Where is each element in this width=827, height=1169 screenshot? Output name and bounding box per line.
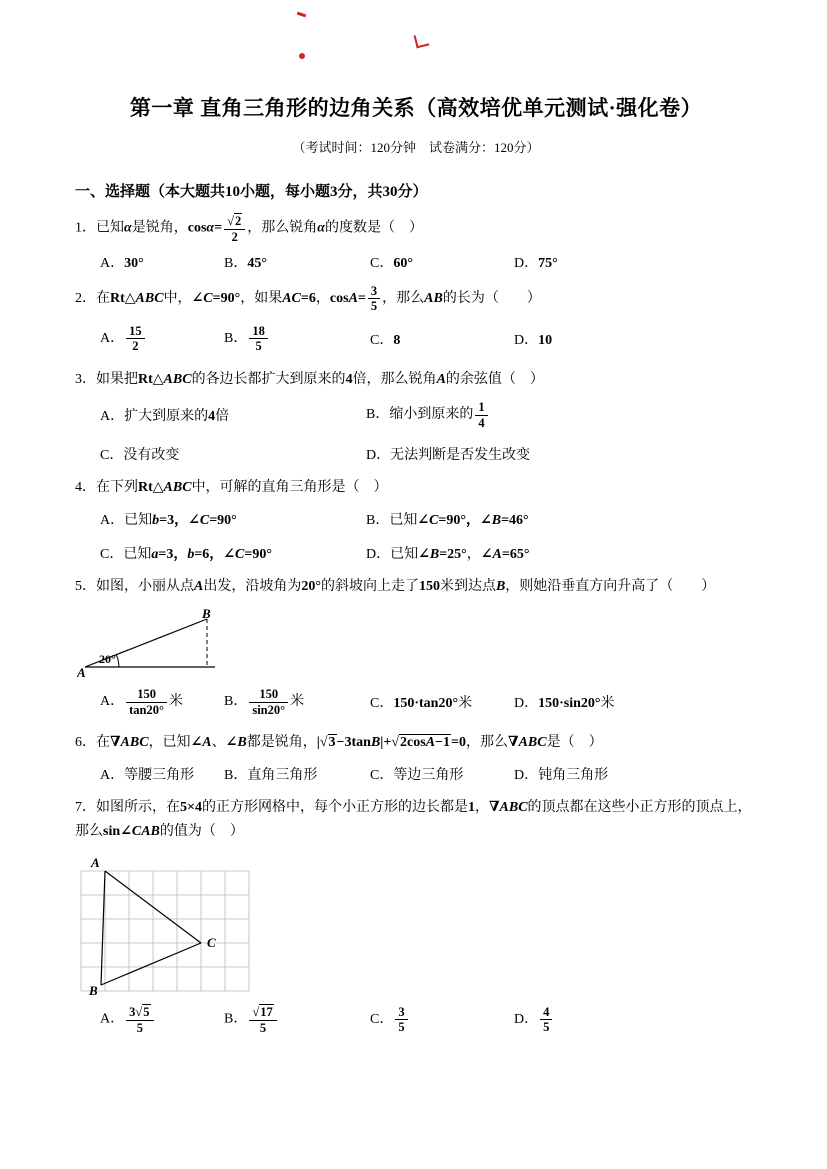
- q6-option-d: D．钝角三角形: [514, 767, 609, 783]
- point-b-label: B: [89, 982, 98, 995]
- fraction: $\frac{√2}{2}$: [224, 213, 245, 244]
- q7-option-a: A． $\frac{3√5}{5}$: [100, 1004, 224, 1035]
- question-2-stem: 2．在Rt△ABC中，∠C=90°，如果AC=6，cosA= $\frac{3}{5}$ ，那么AB的长为（ ）: [75, 284, 541, 314]
- question-5-options: [75, 685, 757, 719]
- triangle-abc: [101, 871, 201, 985]
- q5-slope-figure: [77, 609, 227, 677]
- point-a-label: A: [77, 665, 86, 678]
- question-1-stem: 1．已知α是锐角，cosα= $\frac{√2}{2}$ ，那么锐角α的度数是（ ）: [75, 214, 424, 244]
- q1-option-b: B．45°: [224, 256, 267, 272]
- question-5: [75, 575, 757, 720]
- fraction: $\frac{3}{5}$: [395, 1005, 407, 1035]
- question-6: [75, 731, 757, 784]
- page-title: 第一章 直角三角形的边角关系（高效培优单元测试·强化卷）: [129, 96, 703, 120]
- section-heading: 一、选择题（本大题共10小题，每小题3分，共30分）: [75, 184, 428, 201]
- fraction: $\frac{4}{5}$: [540, 1005, 552, 1035]
- q4-option-c: C．已知a=3，b=6，∠C=90°: [100, 546, 272, 562]
- q5-option-c: C．150·tan20°米: [370, 696, 473, 712]
- q3-option-d: D．无法判断是否发生改变: [366, 448, 531, 464]
- point-c-label: C: [207, 934, 216, 950]
- square-grid: [81, 871, 249, 991]
- angle-label: 20°: [99, 652, 116, 667]
- q3-option-a: A．扩大到原来的4倍: [100, 409, 230, 425]
- question-7-options: [75, 1003, 757, 1037]
- q2-option-b: B． $\frac{18}{5}$: [224, 324, 370, 354]
- q5-option-b: B． $\frac{150}{\sin 20^\circ}$ 米: [224, 687, 305, 717]
- q1-option-a: A．30°: [100, 256, 144, 272]
- q2-option-a: A． $\frac{15}{2}$: [100, 324, 224, 354]
- q7-grid-figure: [77, 855, 287, 995]
- question-1: [75, 213, 757, 272]
- question-4-options: [75, 509, 757, 563]
- q2-option-d: D．10: [514, 332, 553, 348]
- q2-option-c: C．8: [370, 332, 401, 348]
- question-2: [75, 284, 757, 356]
- question-4-stem: 4．在下列Rt△ABC中，可解的直角三角形是（ ）: [75, 480, 388, 496]
- point-b-label: B: [202, 609, 211, 622]
- question-1-options: [75, 252, 757, 272]
- q1-option-c: C．60°: [370, 256, 413, 272]
- question-3: [75, 368, 757, 464]
- question-4: [75, 476, 757, 563]
- q7-option-d: D． $\frac{4}{5}$: [514, 1005, 757, 1035]
- radical: √2cosA−1: [391, 735, 451, 751]
- fraction: $\frac{1}{4}$: [475, 400, 487, 430]
- q6-option-b: B．直角三角形: [224, 767, 318, 783]
- question-6-options: [75, 764, 757, 784]
- q1-option-d: D．75°: [514, 256, 558, 272]
- q4-option-a: A．已知b=3，∠C=90°: [100, 512, 237, 528]
- q5-option-d: D．150·sin20°米: [514, 696, 615, 712]
- radical: √2: [227, 214, 242, 229]
- fraction: $\frac{150}{\sin 20^\circ}$: [249, 687, 288, 717]
- fraction: $\frac{15}{2}$: [126, 324, 145, 354]
- exam-info: （考试时间：120分钟 试卷满分：120分）: [292, 140, 540, 156]
- fraction: $\frac{150}{\tan 20^\circ}$: [126, 687, 167, 717]
- q6-option-c: C．等边三角形: [370, 767, 464, 783]
- fraction: $\frac{3}{5}$: [368, 284, 380, 314]
- radical: √17: [252, 1005, 273, 1020]
- question-7-stem: 7．如图所示，在5×4的正方形网格中，每个小正方形的边长都是1，∇ABC的顶点都在这些小正方形的顶点上，那么sin∠CAB的值为（ ）: [75, 799, 752, 840]
- q6-option-a: A．等腰三角形: [100, 767, 195, 783]
- fraction: $\frac{18}{5}$: [249, 324, 268, 354]
- question-3-stem: 3．如果把Rt△ABC的各边长都扩大到原来的4倍，那么锐角A的余弦值（ ）: [75, 371, 544, 387]
- q4-option-d: D．已知∠B=25°，∠A=65°: [366, 546, 530, 562]
- radical: √3: [319, 735, 336, 751]
- q4-option-b: B．已知∠C=90°，∠B=46°: [366, 512, 529, 528]
- question-3-options: [75, 400, 757, 464]
- q5-option-a: A． $\frac{150}{\tan 20^\circ}$ 米: [100, 687, 183, 717]
- red-artifact-mark: [299, 53, 305, 59]
- radical: √5: [135, 1005, 150, 1020]
- question-7: [75, 796, 757, 1037]
- q3-option-b: B．缩小到原来的 $\frac{1}{4}$: [366, 400, 757, 430]
- angle-arc: [116, 654, 119, 667]
- question-6-stem: 6．在∇ABC，已知∠A、∠B都是锐角，|√3−3tanB|+√2cosA−1=0，那么∇ABC是（ ）: [75, 731, 757, 756]
- q7-option-c: C． $\frac{3}{5}$: [370, 1005, 514, 1035]
- fraction: $\frac{3√5}{5}$: [126, 1004, 153, 1035]
- question-2-options: [75, 322, 757, 356]
- q7-option-b: B． $\frac{√17}{5}$: [224, 1004, 370, 1035]
- point-a-label: A: [91, 854, 100, 870]
- fraction: $\frac{√17}{5}$: [249, 1004, 276, 1035]
- question-5-stem: 5．如图，小丽从点A出发，沿坡角为20°的斜坡向上走了150米到达点B，则她沿垂直方向升高了（ ）: [75, 578, 716, 594]
- q3-option-c: C．没有改变: [100, 448, 180, 464]
